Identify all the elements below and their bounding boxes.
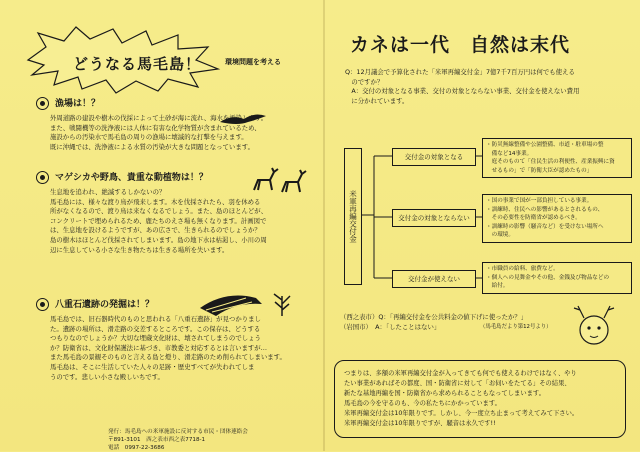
- body-line: うのです。悲しい小さな殿しいちです。: [50, 372, 164, 381]
- body-line: た。遺跡の場所は、滑走路の交差するところです。この保存は、どうする: [50, 324, 261, 333]
- headline-burst: [18, 25, 233, 95]
- body-line: 馬毛島には、様々な渡り鳥が飛来します。木を伐採されたら、羽を休める: [50, 197, 261, 206]
- grant-vertical-label: 米軍再編交付金: [344, 148, 362, 285]
- note-not-eligible: [482, 194, 632, 243]
- qa-line: Q：12月議会で予算化された「米軍再編交付金」7億7千7百万円は何でも使える: [345, 68, 575, 76]
- closing-message-box: [334, 360, 626, 438]
- body-line: また、戦闘機等の洗浄液には人体に有害な化学物質が含まれているため、: [50, 123, 261, 132]
- body-line: 辺に生息している小さな生き物たちは生きる場所を失います。: [50, 245, 229, 254]
- closing-line: 新たな基地再編を国・防衛省から求められることもなってしまいます。: [344, 390, 545, 397]
- note-line: ・防災無線整備や公園整備、市道・駐車場の整: [486, 142, 604, 148]
- note-line: その必要性を防衛省が認めるべき。: [486, 215, 581, 222]
- right-column: [330, 20, 630, 445]
- section-body-fishing: [50, 114, 335, 152]
- closing-line: 米軍再編交付金は10年限りですが、騒音は永久です!!: [344, 420, 496, 427]
- dialog-line: （岩国市） A：「したことはない」: [340, 323, 441, 331]
- section-body-ruins: [50, 315, 335, 382]
- body-line: つもりなのでしょうか？大切な埋蔵文化財は、壊されてしまうのでしょう: [50, 334, 261, 343]
- closing-line: 馬毛島の今を守るのも、今の私たちにかかっています。: [344, 400, 501, 407]
- qa-line: のですか？: [345, 77, 384, 86]
- qa-block: [345, 68, 625, 106]
- deer-mascot-icon: [568, 300, 620, 352]
- publisher-footer: [108, 428, 248, 452]
- body-line: は、生息地を設けるようですが、あの広さで、生きられるのでしょうか？: [50, 226, 261, 235]
- category-prohibited: 交付金が使えない: [392, 270, 476, 288]
- body-line: か？防衛省は、文化財保護法に基づき、市教委と対応するとは言いますが…: [50, 343, 268, 352]
- right-title: カネは一代 自然は末代: [350, 34, 571, 56]
- note-eligible: [482, 138, 632, 178]
- tagline: 環境問題を考える: [225, 58, 281, 66]
- section-body-wildlife: [50, 188, 335, 255]
- body-line: コンクリートで埋められるため、鹿たちのえさ場も無くなります。計画図で: [50, 216, 267, 225]
- note-line: 庭そのものて「住民生活の利便性、産業振興に資: [486, 159, 615, 166]
- qa-line: に分かれています。: [345, 96, 409, 105]
- body-line: 既に沖縄では、洗浄液による水質の汚染が大きな問題となっています。: [50, 142, 254, 151]
- note-prohibited: [482, 262, 632, 294]
- body-line: 島の樹木はほとんど伐採されてしまいます。島の地下水は枯渇し、小川の周: [50, 235, 267, 244]
- body-line: 外周道路の建設や樹木の伐採によって土砂が海に流れ、海水を汚染します。: [50, 114, 268, 122]
- footer-line: 〒891-3101 西之表市西之表7718-1: [108, 437, 206, 443]
- category-eligible: 交付金の対象となる: [392, 148, 476, 166]
- circle-bullet-icon: [36, 171, 49, 184]
- note-line: せるもの」で「防衛大臣が認めたもの」: [486, 167, 593, 174]
- closing-line: たい事業があればその都度、国・防衛省に対して「お伺いをたてる」その結果、: [344, 380, 571, 387]
- footer-line: 電話 0997-22-3686: [108, 445, 165, 451]
- note-line: ・訓練時、住民への影響があるとされるもの、: [486, 206, 604, 213]
- left-column: [18, 20, 318, 451]
- source-credit: （馬毛島だより第12号より）: [480, 324, 552, 330]
- dialog-line: （西之表市）Q：「再編交付金を公共料金の値下げに使ったか？」: [340, 313, 528, 321]
- note-line: ・国の事業で国が一部負担している事業。: [486, 198, 593, 204]
- body-line: 馬毛島は、そこに生活していた人々の足跡・歴史すべてが失われてしま: [50, 362, 255, 371]
- body-line: 生息地を追われ、絶滅するしかないの？: [50, 188, 166, 196]
- section-heading-text: 八重石遺跡の発掘は！？: [55, 300, 155, 310]
- section-heading-wildlife: [36, 170, 208, 184]
- section-heading-fishing: [36, 96, 100, 110]
- section-heading-text: マゲシカや野鳥、貴重な動植物は！？: [55, 173, 208, 183]
- category-not-eligible: 交付金の対象とならない: [392, 209, 476, 227]
- closing-line: 米軍再編交付金は10年限りです。しかし、今一度立ち止まって考えてみて下さい。: [344, 410, 579, 417]
- note-line: 備など14事業。: [486, 150, 533, 157]
- body-line: 所がなくなるので、渡り鳥は来なくなるでしょう。また、島のほとんどが、: [50, 207, 268, 216]
- note-line: ・個人への見舞金やその他、金銭及び物品などの: [486, 274, 610, 281]
- plant-icon: [270, 290, 294, 318]
- footer-line: 発行：馬毛島への米軍施設に反対する市民・団体連絡会: [108, 429, 248, 435]
- headline: どうなる馬毛島！: [73, 55, 202, 73]
- body-line: 施設からの汚染水で馬毛島の周りの漁場に壊滅的な打撃を与えます。: [50, 133, 248, 142]
- note-line: ・市職員の給料、旅費など。: [486, 266, 559, 272]
- circle-bullet-icon: [36, 298, 49, 311]
- closing-line: つまりは、多額の米軍再編交付金が入ってきても何でも使えるわけではなく、やり: [344, 370, 577, 377]
- note-line: 給付。: [486, 283, 509, 290]
- section-heading-text: 漁場は！？: [55, 99, 101, 109]
- section-heading-ruins: [36, 297, 154, 311]
- note-line: の環境。: [486, 232, 514, 239]
- body-line: また馬毛島の景観そのものと言える島と燈り、滑走路のため削られてしまいます。: [50, 353, 286, 362]
- note-line: ・訓練時の影響（騒音など）を受けない場所へ: [486, 223, 604, 230]
- body-line: 馬毛島では、旧石器時代のものと思われる「八重石遺跡」が見つかりまし: [50, 315, 261, 323]
- qa-line: A：交付の対象となる事業、交付の対象とならない事業、交付金を使えない費用: [345, 87, 580, 95]
- circle-bullet-icon: [36, 97, 49, 110]
